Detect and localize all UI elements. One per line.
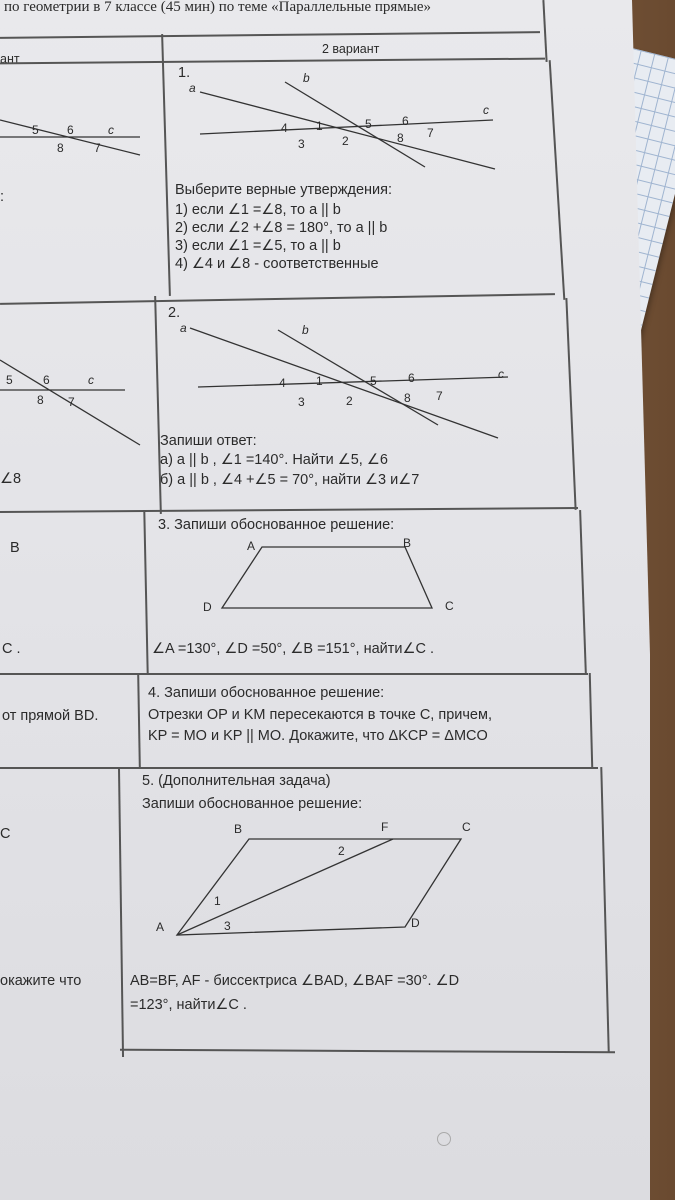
- left-figure-1: [0, 100, 160, 160]
- svg-text:6: 6: [43, 373, 50, 387]
- task1-label-7: 7: [427, 126, 434, 140]
- task5-label-D: D: [411, 916, 420, 930]
- task1-option-2: 2) если ∠2 +∠8 = 180°, то a || b: [175, 220, 388, 236]
- task1-option-1: 1) если ∠1 =∠8, то a || b: [175, 202, 341, 218]
- task5-title: 5. (Дополнительная задача): [142, 773, 331, 789]
- task2-label-5: 5: [370, 374, 377, 388]
- task2-label-b: b: [302, 323, 309, 337]
- task1-option-4: 4) ∠4 и ∠8 - соответственные: [175, 256, 379, 272]
- task2-line-a: а) a || b , ∠1 =140°. Найти ∠5, ∠6: [160, 452, 388, 468]
- svg-text:5: 5: [32, 123, 39, 137]
- task2-line-b: б) a || b , ∠4 +∠5 = 70°, найти ∠3 и∠7: [160, 472, 420, 488]
- task1-label-6: 6: [402, 114, 409, 128]
- task1-label-a: a: [189, 81, 196, 95]
- task1-label-2: 2: [342, 134, 349, 148]
- task2-number: 2.: [168, 305, 181, 321]
- task2-label-a: a: [180, 321, 187, 335]
- task1-label-5: 5: [365, 117, 372, 131]
- task5-parallelogram-figure: [150, 815, 480, 945]
- task1-label-1: 1: [316, 119, 323, 133]
- left-c2-fragment: C: [0, 826, 11, 842]
- paper-punch-mark: [437, 1132, 451, 1146]
- svg-text:6: 6: [67, 123, 74, 137]
- task1-label-4: 4: [281, 121, 288, 135]
- task5-label-B: B: [234, 822, 243, 836]
- task5-label-A: A: [156, 920, 165, 934]
- task5-line2: =123°, найти∠C .: [130, 997, 247, 1013]
- task5-line1: AB=BF, AF - биссектриса ∠BAD, ∠BAF =30°. ∠D: [130, 973, 460, 989]
- task5-label-C: C: [462, 820, 471, 834]
- left-figure-2: [0, 350, 160, 450]
- task3-given: ∠A =130°, ∠D =50°, ∠B =151°, найти∠C .: [152, 641, 435, 657]
- task2-label-3: 3: [298, 395, 305, 409]
- task3-title: 3. Запиши обоснованное решение:: [158, 517, 395, 533]
- task3-trapezoid-figure: [195, 535, 455, 615]
- task1-label-8: 8: [397, 131, 404, 145]
- task2-label-c: c: [498, 367, 504, 381]
- left-c-fragment: C .: [2, 641, 21, 657]
- task2-label-1: 1: [316, 374, 323, 388]
- svg-text:c: c: [88, 373, 94, 387]
- left-bd-fragment: от прямой BD.: [2, 708, 99, 724]
- svg-text:5: 5: [6, 373, 13, 387]
- task2-label-2: 2: [346, 394, 353, 408]
- task3-label-D: D: [203, 600, 212, 614]
- task5-angle-3: 3: [224, 919, 231, 933]
- task3-label-B: B: [403, 536, 412, 550]
- task2-label-8: 8: [404, 391, 411, 405]
- left-b-fragment: B: [10, 540, 20, 556]
- right-column-header: 2 вариант: [322, 42, 380, 56]
- svg-text:c: c: [108, 123, 114, 137]
- svg-text:7: 7: [94, 141, 101, 155]
- task2-label-4: 4: [279, 376, 286, 390]
- task2-prompt: Запиши ответ:: [160, 433, 257, 449]
- task4-title: 4. Запиши обоснованное решение:: [148, 685, 385, 701]
- task3-label-A: A: [247, 539, 256, 553]
- task2-label-6: 6: [408, 371, 415, 385]
- svg-text:7: 7: [68, 395, 75, 409]
- row-divider-3: [0, 673, 588, 675]
- task1-label-c: c: [483, 103, 489, 117]
- task5-subtitle: Запиши обоснованное решение:: [142, 796, 363, 812]
- svg-text:8: 8: [37, 393, 44, 407]
- left-colon-fragment: :: [0, 189, 5, 205]
- task5-angle-2: 2: [338, 844, 345, 858]
- task2-figure: [178, 320, 518, 440]
- task3-label-C: C: [445, 599, 454, 613]
- task1-prompt: Выберите верные утверждения:: [175, 182, 392, 198]
- row-divider-4: [0, 767, 598, 769]
- task1-figure: [185, 72, 515, 182]
- task2-label-7: 7: [436, 389, 443, 403]
- task5-angle-1: 1: [214, 894, 221, 908]
- task1-label-3: 3: [298, 137, 305, 151]
- task4-line2: KP = MO и KP || MO. Докажите, что ΔKCP = ΔMCO: [148, 728, 488, 744]
- task1-option-3: 3) если ∠1 =∠5, то a || b: [175, 238, 341, 254]
- left-column-header: ант: [0, 52, 20, 66]
- left-angle8-fragment: ∠8: [0, 471, 22, 487]
- left-prove-fragment: окажите что: [0, 973, 82, 989]
- task5-label-F: F: [381, 820, 389, 834]
- worksheet-title: по геометрии в 7 классе (45 мин) по теме «Параллельные прямые»: [4, 0, 432, 15]
- svg-text:8: 8: [57, 141, 64, 155]
- task1-number: 1.: [178, 65, 191, 81]
- task4-line1: Отрезки OP и KM пересекаются в точке С, причем,: [148, 707, 492, 723]
- task1-label-b: b: [303, 71, 310, 85]
